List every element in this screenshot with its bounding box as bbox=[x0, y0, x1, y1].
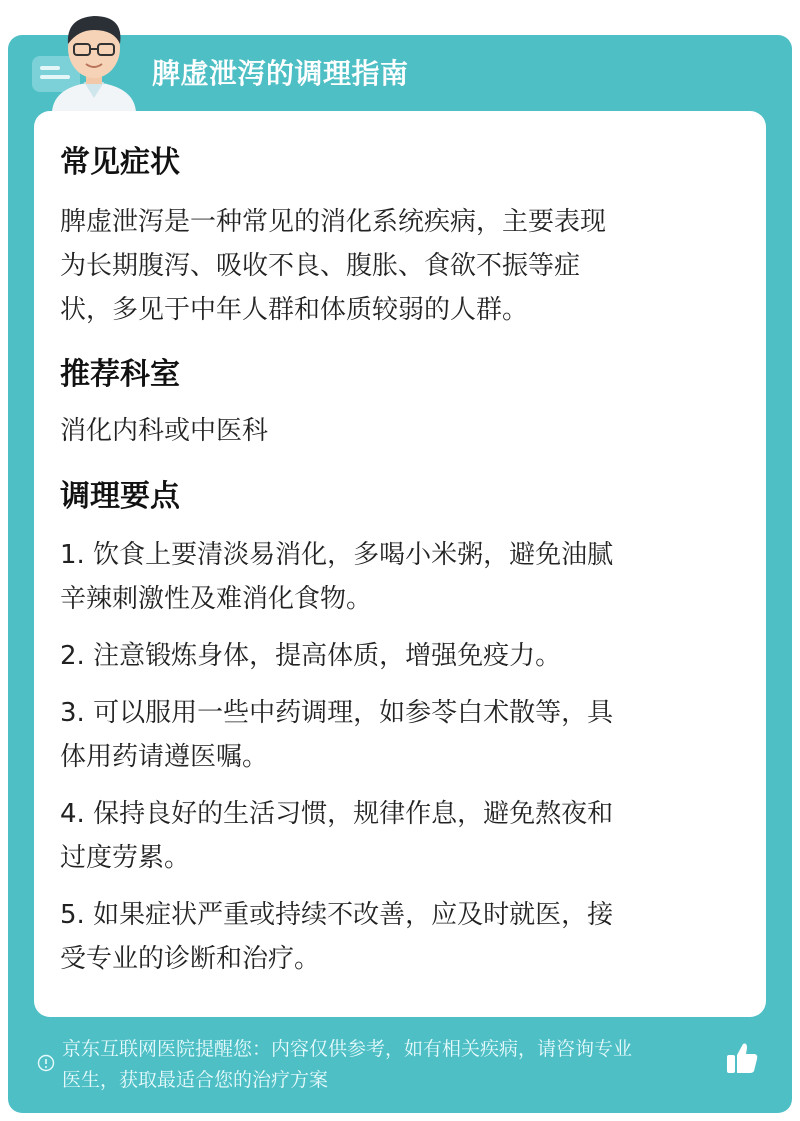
tip-item-line: 体用药请遵医嘱。 bbox=[60, 742, 269, 772]
section-title-symptoms: 常见症状 bbox=[60, 145, 180, 180]
tip-item-line: 3. 可以服用一些中药调理，如参苓白术散等，具 bbox=[60, 698, 614, 728]
thumbs-up-icon[interactable] bbox=[725, 1040, 759, 1076]
tip-item-line: 1. 饮食上要清淡易消化，多喝小米粥，避免油腻 bbox=[60, 540, 614, 570]
section-title-department: 推荐科室 bbox=[60, 357, 180, 392]
section-title-tips: 调理要点 bbox=[60, 479, 180, 514]
tip-item-line: 2. 注意锻炼身体，提高体质，增强免疫力。 bbox=[60, 641, 562, 671]
tip-item-line: 受专业的诊断和治疗。 bbox=[60, 944, 321, 974]
tip-item-line: 辛辣刺激性及难消化食物。 bbox=[60, 584, 373, 614]
symptoms-line: 状，多见于中年人群和体质较弱的人群。 bbox=[60, 295, 529, 325]
tip-item-line: 过度劳累。 bbox=[60, 843, 191, 873]
doctor-avatar bbox=[44, 8, 144, 112]
tip-item-line: 5. 如果症状严重或持续不改善，应及时就医，接 bbox=[60, 900, 614, 930]
symptoms-line: 脾虚泄泻是一种常见的消化系统疾病，主要表现 bbox=[60, 207, 607, 237]
department-text: 消化内科或中医科 bbox=[60, 416, 269, 446]
disclaimer bbox=[62, 1034, 730, 1096]
symptoms-line: 为长期腹泻、吸收不良、腹胀、食欲不振等症 bbox=[60, 251, 581, 281]
info-icon bbox=[37, 1054, 55, 1072]
page-title: 脾虚泄泻的调理指南 bbox=[152, 57, 409, 90]
content-panel bbox=[34, 111, 766, 1017]
disclaimer-line: 京东互联网医院提醒您：内容仅供参考，如有相关疾病，请咨询专业 bbox=[62, 1038, 633, 1060]
tip-item-line: 4. 保持良好的生活习惯，规律作息，避免熬夜和 bbox=[60, 799, 614, 829]
disclaimer-line: 医生，获取最适合您的治疗方案 bbox=[62, 1069, 329, 1091]
